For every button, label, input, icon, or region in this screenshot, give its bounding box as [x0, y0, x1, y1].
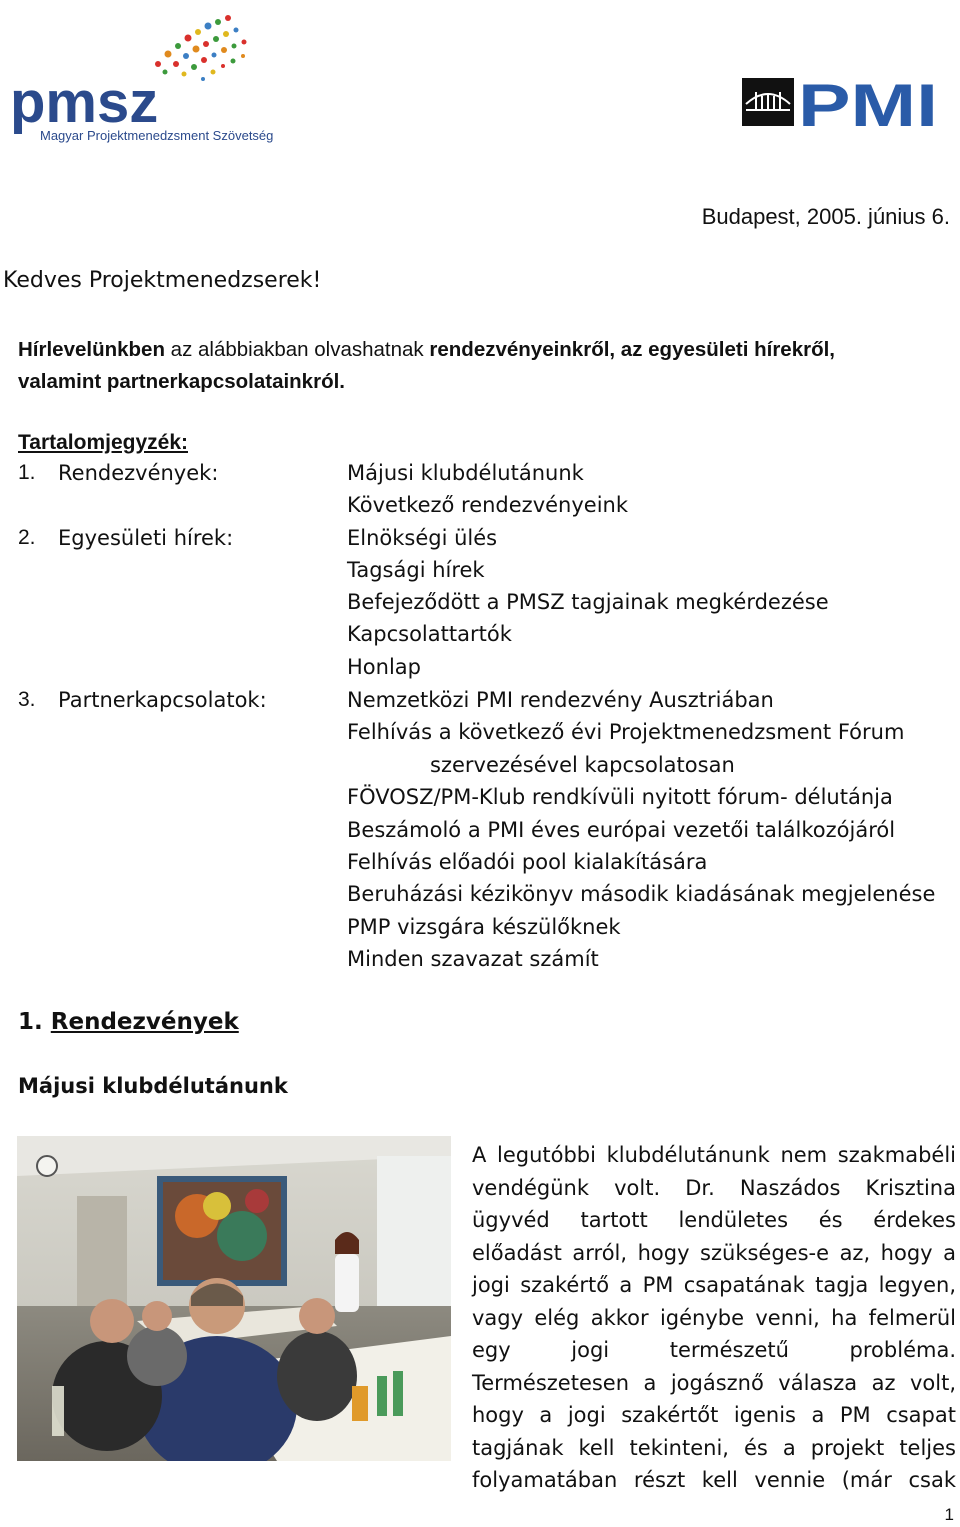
paragraph-line: előadást arról, hogy szükséges-e az, hogy a: [472, 1240, 956, 1265]
toc-item: Felhívás a következő évi Projektmenedzsment Fórum: [347, 720, 905, 744]
section-number: 1.: [18, 1009, 43, 1035]
toc-item: szervezésével kapcsolatosan: [430, 753, 735, 777]
toc-item: Minden szavazat számít: [347, 947, 599, 971]
paragraph-line: A legutóbbi klubdélutánunk nem szakmabéli: [472, 1143, 956, 1167]
toc-item: Elnökségi ülés: [347, 526, 498, 550]
toc-item: PMP vizsgára készülőknek: [347, 915, 621, 939]
paragraph-line: jogi szakértő a PM csapatának tagja legyen,: [472, 1273, 956, 1297]
pmsz-logo: [8, 4, 308, 154]
letter-date: Budapest, 2005. június 6.: [701, 204, 950, 229]
intro-bold-2: rendezvényeinkről, az egyesületi hírekről,: [429, 338, 835, 361]
toc-item: Beruházási kézikönyv második kiadásának megjelenése: [347, 882, 936, 906]
toc-item: Honlap: [347, 655, 421, 679]
toc-item: Májusi klubdélutánunk: [347, 461, 584, 485]
paragraph-line: Természetesen a jogásznő válasza az volt,: [472, 1370, 956, 1395]
toc-section-label: Partnerkapcsolatok:: [58, 688, 267, 712]
pmi-logo-text: PMI: [798, 74, 938, 130]
toc-title: Tartalomjegyzék:: [18, 431, 188, 454]
section-heading: [18, 1009, 239, 1035]
section-title: Rendezvények: [50, 1009, 239, 1035]
toc-section-label: Rendezvények:: [58, 461, 219, 485]
pmsz-logo-text: pmsz: [10, 70, 159, 135]
subsection-title: Májusi klubdélutánunk: [18, 1074, 288, 1098]
paragraph-line: ügyvéd tartott lendületes és érdekes: [472, 1208, 956, 1232]
intro-bold-1: Hírlevelünkben: [18, 338, 165, 361]
paragraph-line: folyamatában részt kell vennie (már csak: [472, 1468, 956, 1492]
toc-item: FÖVOSZ/PM-Klub rendkívüli nyitott fórum- délutánja: [347, 785, 893, 809]
paragraph-line: egy jogi természetű probléma.: [472, 1338, 956, 1362]
intro-bold-3: valamint partnerkapcsolatainkról.: [18, 370, 345, 393]
pmsz-tagline: Magyar Projektmenedzsment Szövetség: [40, 128, 274, 143]
pmi-logo: [742, 74, 942, 130]
paragraph-line: vendégünk volt. Dr. Naszádos Krisztina: [472, 1175, 956, 1200]
page-number: 1: [944, 1505, 954, 1524]
toc-section-number: 1.: [18, 461, 36, 484]
toc-item: Felhívás előadói pool kialakítására: [347, 850, 708, 874]
paragraph-line: tagjának kell tekinteni, és a projekt teljes: [472, 1435, 956, 1460]
club-meeting-photo: [17, 1136, 451, 1461]
toc-section-number: 3.: [18, 688, 36, 711]
greeting: Kedves Projektmenedzserek!: [3, 268, 322, 293]
paragraph-line: hogy a jogi szakértőt igenis a PM csapat: [472, 1403, 956, 1427]
toc-item: Befejeződött a PMSZ tagjainak megkérdezése: [347, 590, 829, 614]
toc-item: Következő rendezvényeink: [347, 493, 629, 517]
article-paragraph: [472, 1139, 956, 1497]
toc-section-label: Egyesületi hírek:: [58, 526, 234, 550]
toc-item: Nemzetközi PMI rendezvény Ausztriában: [347, 688, 774, 712]
toc-item: Tagsági hírek: [347, 558, 485, 582]
intro-text-1: az alábbiakban olvashatnak: [164, 338, 430, 361]
toc-section-number: 2.: [18, 526, 36, 549]
paragraph-line: vagy elég akkor igénybe venni, ha felmerül: [472, 1305, 956, 1330]
intro-paragraph: [18, 334, 958, 398]
toc-item: Kapcsolattartók: [347, 622, 512, 646]
toc-item: Beszámoló a PMI éves európai vezetői találkozójáról: [347, 818, 896, 842]
